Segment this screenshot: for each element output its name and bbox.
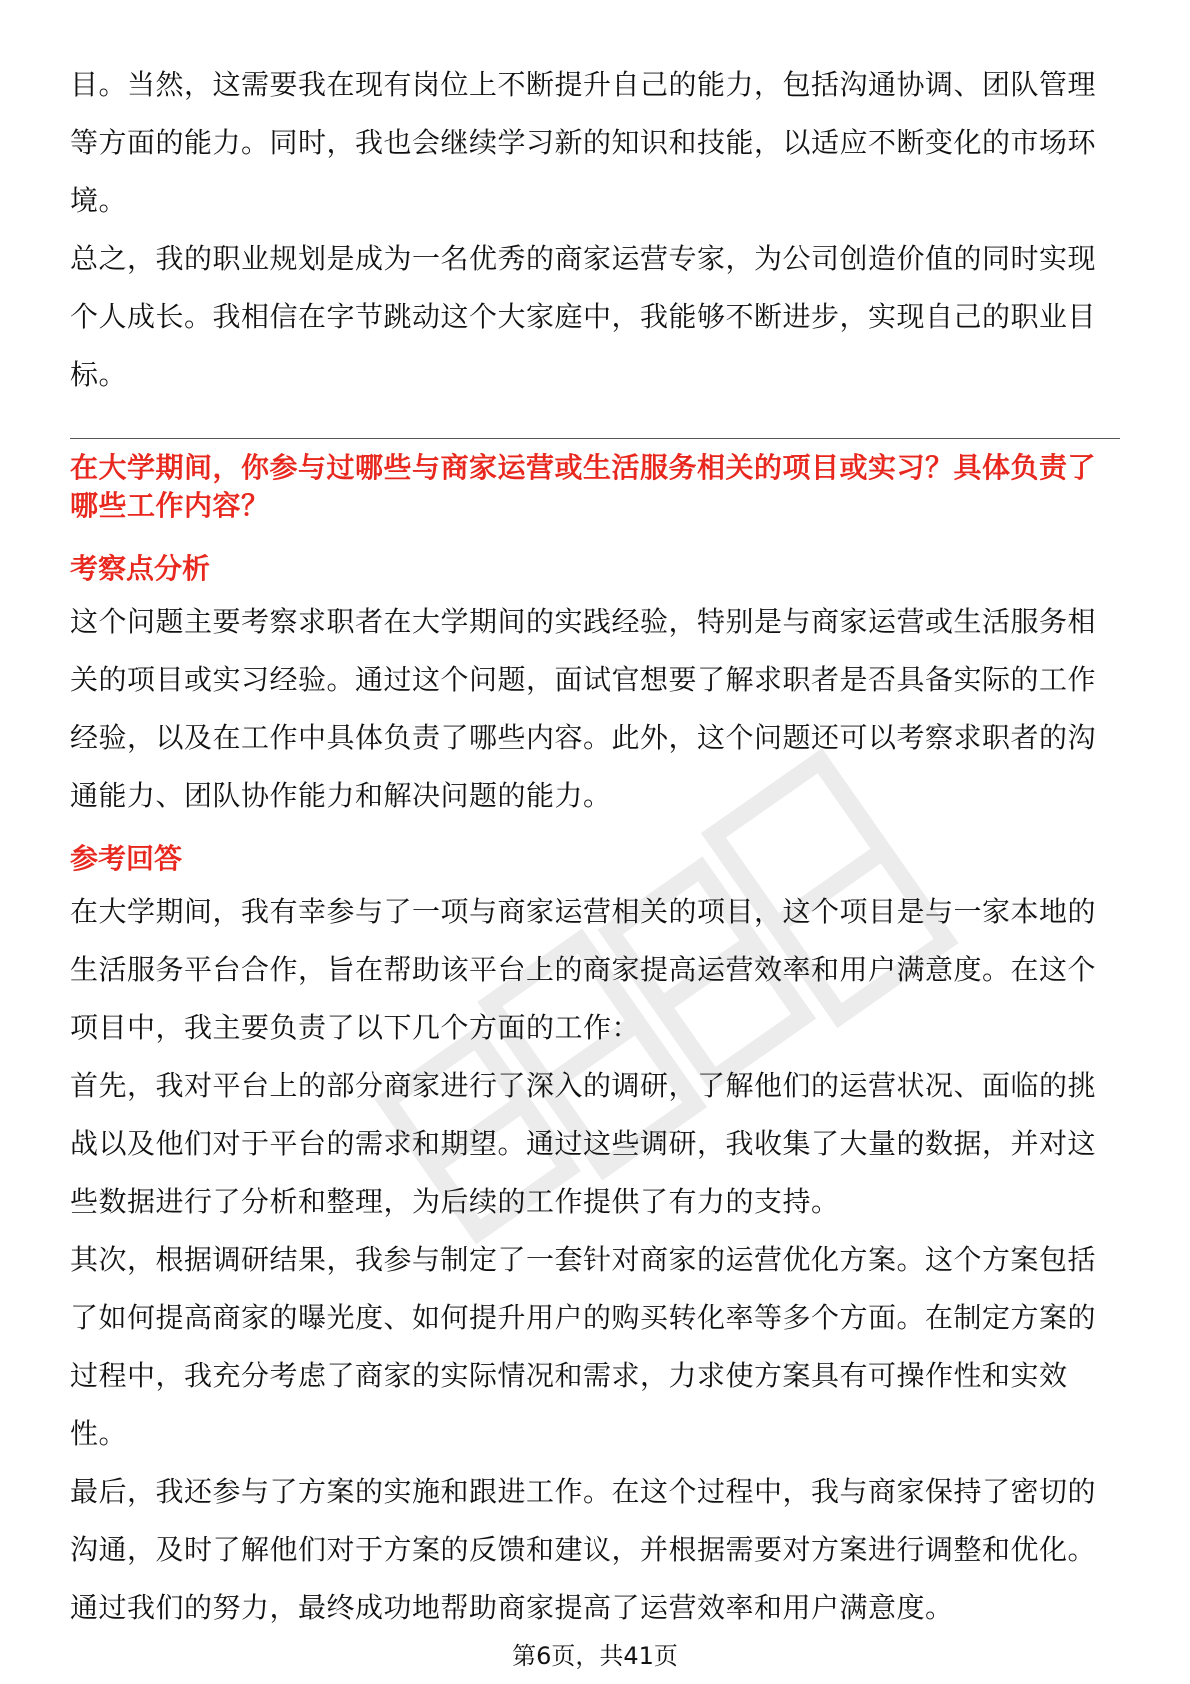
analysis-heading: 考察点分析 (70, 552, 211, 585)
section-divider (70, 438, 1120, 439)
intro-paragraph: 总之，我的职业规划是成为一名优秀的商家运营专家，为公司创造价值的同时实现个人成长。我相信在字节跳动这个大家庭中，我能够不断进步，实现自己的职业目标。 (70, 242, 1097, 391)
question-heading: 在大学期间，你参与过哪些与商家运营或生活服务相关的项目或实习？具体负责了哪些工作内容？ (70, 451, 1097, 522)
section-spacer (70, 825, 1120, 837)
page-number: 第6页，共41页 (512, 1642, 678, 1670)
answer-paragraph: 首先，我对平台上的部分商家进行了深入的调研，了解他们的运营状况、面临的挑战以及他们对于平台的需求和期望。通过这些调研，我收集了大量的数据，并对这些数据进行了分析和整理，为后续的工作提供了有力的支持。 (70, 1069, 1097, 1218)
intro-paragraph: 目。当然，这需要我在现有岗位上不断提升自己的能力，包括沟通协调、团队管理等方面的能力。同时，我也会继续学习新的知识和技能，以适应不断变化的市场环境。 (70, 68, 1097, 217)
answer-paragraph: 最后，我还参与了方案的实施和跟进工作。在这个过程中，我与商家保持了密切的沟通，及时了解他们对于方案的反馈和建议，并根据需要对方案进行调整和优化。通过我们的努力，最终成功地帮助商家提高了运营效率和用户满意度。 (70, 1475, 1097, 1624)
answer-paragraph: 其次，根据调研结果，我参与制定了一套针对商家的运营优化方案。这个方案包括了如何提高商家的曝光度、如何提升用户的购买转化率等多个方面。在制定方案的过程中，我充分考虑了商家的实际情况和需求，力求使方案具有可操作性和实效性。 (70, 1243, 1097, 1450)
analysis-paragraph: 这个问题主要考察求职者在大学期间的实践经验，特别是与商家运营或生活服务相关的项目或实习经验。通过这个问题，面试官想要了解求职者是否具备实际的工作经验，以及在工作中具体负责了哪些内容。此外，这个问题还可以考察求职者的沟通能力、团队协作能力和解决问题的能力。 (70, 605, 1097, 812)
page-content (70, 56, 1120, 1637)
answer-paragraph: 在大学期间，我有幸参与了一项与商家运营相关的项目，这个项目是与一家本地的生活服务平台合作，旨在帮助该平台上的商家提高运营效率和用户满意度。在这个项目中，我主要负责了以下几个方面的工作： (70, 895, 1097, 1044)
answer-heading: 参考回答 (70, 842, 183, 875)
